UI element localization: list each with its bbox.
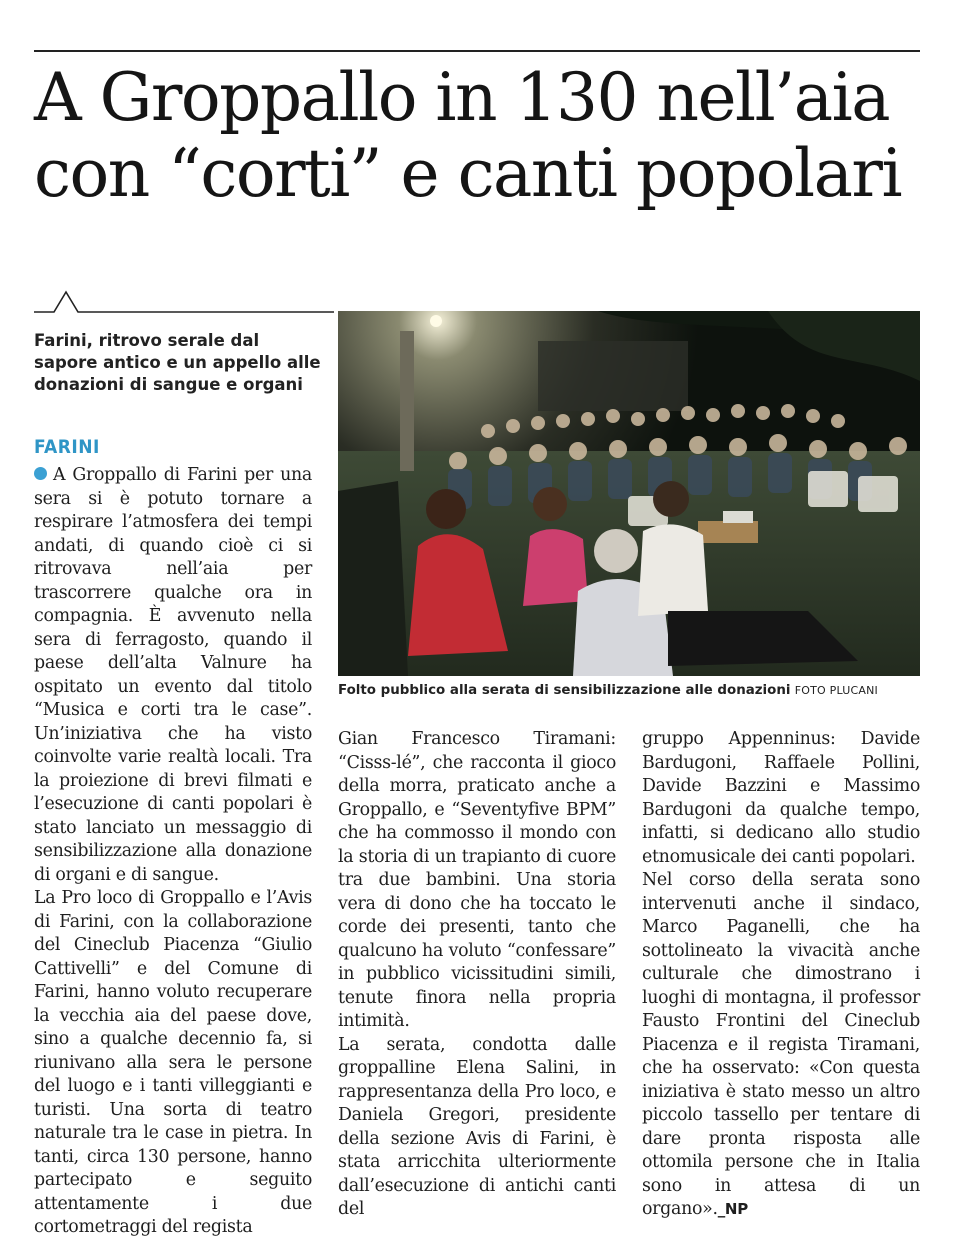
paragraph (34, 464, 312, 887)
author-signature: _NP (717, 1200, 748, 1218)
photo-caption-text: Folto pubblico alla serata di sensibilizzazione alle donazioni (338, 683, 791, 698)
article-column-1 (34, 464, 312, 1240)
paragraph: gruppo Appenninus: Davide Bardugoni, Raffaele Pollini, Davide Bazzini e Massimo Bardugoni da qualche tempo, infatti, si dedicano allo studio etnomusicale dei canti popolari. (642, 729, 920, 867)
article-column-3 (642, 728, 920, 1222)
kicker-rule-mark (34, 290, 334, 314)
bullet-dot-icon (34, 467, 47, 480)
photo-caption (338, 683, 928, 698)
headline-line-1: A Groppallo in 130 nell’aia (34, 59, 890, 136)
paragraph-text: A Groppallo di Farini per una sera si è potuto tornare a respirare l’atmosfera dei tempi andati, di quando cioè ci si ritrovava nell’aia per trascorrere qualche ora in compagnia. È avvenuto nella sera di ferragosto, quando il paese dell’alta Valnure ha ospitato un evento dal titolo “Musica e corti tra le case”. Un’iniziativa che ha visto coinvolte varie realtà locali. Tra la proiezione di brevi filmati e l’esecuzione di canti popolari è stato lanciato un messaggio di sensibilizzazione alla donazione di organi e di sangue. (34, 465, 312, 885)
event-photo (338, 311, 920, 676)
paragraph (642, 869, 920, 1222)
headline (34, 60, 924, 212)
audience-photo-illustration (338, 311, 920, 676)
article-column-2 (338, 728, 616, 1222)
photo-credit: FOTO PLUCANI (794, 684, 878, 697)
section-label: FARINI (34, 436, 100, 458)
paragraph: La Pro loco di Groppallo e l’Avis di Farini, con la collaborazione del Cineclub Piacenza “Giulio Cattivelli” e del Comune di Farini, hanno voluto recuperare la vecchia aia del paese dove, sino a qualche decennio fa, si riunivano alla sera le persone del luogo e i tanti villeggianti e turisti. Una sorta di teatro naturale tra le case in pietra. In tanti, circa 130 persone, hanno partecipato e seguito attentamente i due cortometraggi del regista (34, 888, 312, 1237)
paragraph: La serata, condotta dalle groppalline Elena Salini, in rappresentanza della Pro loco, e Daniela Gregori, presidente della sezione Avis di Farini, è stata arricchita ulteriormente dall’esecuzione di antichi canti del (338, 1034, 616, 1219)
top-rule (34, 50, 920, 52)
paragraph-text: Nel corso della serata sono intervenuti anche il sindaco, Marco Paganelli, che ha sottolineato la vivacità anche culturale che dimostrano i luoghi di montagna, il professor Fausto Frontini del Cineclub Piacenza e il regista Tiramani, che ha osservato: «Con questa iniziativa è stato messo un altro piccolo tassello per tentare di dare pronta risposta alle ottomila persone che in Italia sono in attesa di un organo». (642, 870, 920, 1219)
subheadline: Farini, ritrovo serale dal sapore antico e un appello alle donazioni di sangue e organi (34, 331, 321, 394)
headline-line-2: con “corti” e canti popolari (34, 135, 902, 212)
paragraph: Gian Francesco Tiramani: “Cisss-lé”, che racconta il gioco della morra, praticato anche a Groppallo, e “Seventyfive BPM” che ha commosso il mondo con la storia di un trapianto di cuore tra due bambini. Una storia vera di dono che ha toccato le corde dei presenti, tanto che qualcuno ha voluto “confessare” in pubblico vicissitudini simili, tenute finora nella propria intimità. (338, 729, 616, 1031)
